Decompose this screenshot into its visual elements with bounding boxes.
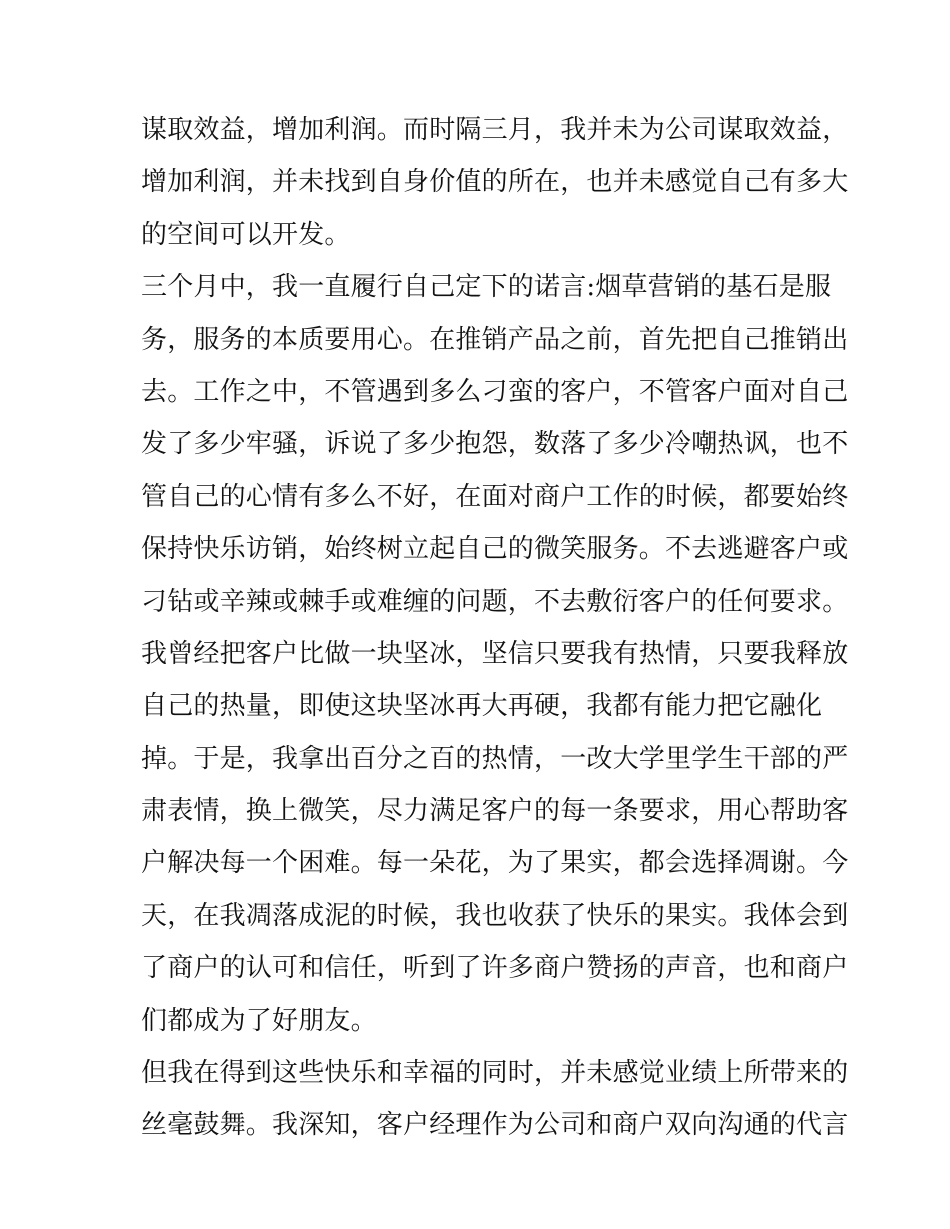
text-line: 的空间可以开发。 xyxy=(141,219,351,250)
text-line: 们都成为了好朋友。 xyxy=(141,1005,377,1036)
text-line: 肃表情，换上微笑，尽力满足客户的每一条要求，用心帮助客 xyxy=(141,796,849,827)
text-line: 了商户的认可和信任，听到了许多商户赞扬的声音，也和商户 xyxy=(141,953,849,984)
text-line: 刁钻或辛辣或棘手或难缠的问题，不去敷衍客户的任何要求。 xyxy=(141,586,849,617)
text-line: 保持快乐访销，始终树立起自己的微笑服务。不去逃避客户或 xyxy=(141,534,849,565)
text-line: 谋取效益，增加利润。而时隔三月，我并未为公司谋取效益， xyxy=(141,115,849,145)
text-line: 掉。于是，我拿出百分之百的热情，一改大学里学生干部的严 xyxy=(141,743,849,774)
document-body-text xyxy=(141,104,849,1152)
text-line: 我曾经把客户比做一块坚冰，坚信只要我有热情，只要我释放 xyxy=(141,638,849,669)
text-line: 增加利润，并未找到自身价值的所在，也并未感觉自己有多大 xyxy=(141,167,849,198)
text-line: 三个月中，我一直履行自己定下的诺言:烟草营销的基石是服 xyxy=(141,272,832,303)
text-line: 务，服务的本质要用心。在推销产品之前，首先把自己推销出 xyxy=(141,324,849,355)
text-line: 天，在我凋落成泥的时候，我也收获了快乐的果实。我体会到 xyxy=(141,900,849,931)
text-line: 去。工作之中，不管遇到多么刁蛮的客户，不管客户面对自己 xyxy=(141,376,849,407)
text-line: 自己的热量，即使这块坚冰再大再硬，我都有能力把它融化 xyxy=(141,691,823,722)
text-line: 丝毫鼓舞。我深知，客户经理作为公司和商户双向沟通的代言 xyxy=(141,1110,849,1141)
text-line: 户解决每一个困难。每一朵花，为了果实，都会选择凋谢。今 xyxy=(141,848,849,879)
text-line: 管自己的心情有多么不好，在面对商户工作的时候，都要始终 xyxy=(141,481,849,512)
text-line: 发了多少牢骚，诉说了多少抱怨，数落了多少冷嘲热讽，也不 xyxy=(141,429,849,460)
text-line: 但我在得到这些快乐和幸福的同时，并未感觉业绩上所带来的 xyxy=(141,1058,849,1089)
